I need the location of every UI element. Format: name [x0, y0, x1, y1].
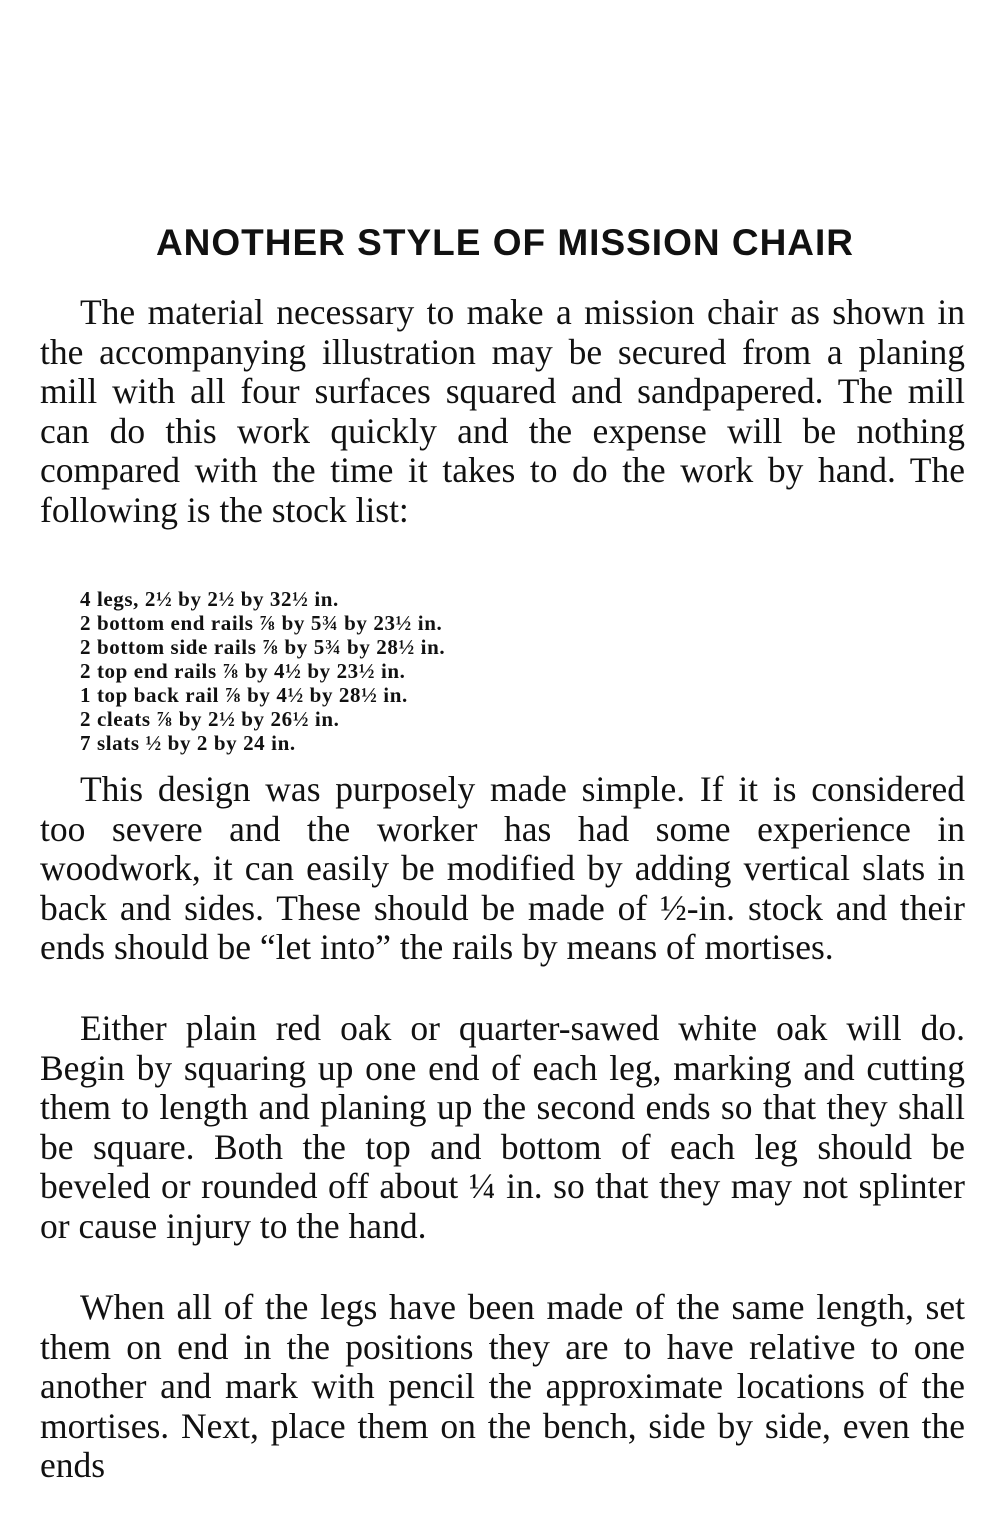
stock-list-item: 2 top end rails ⅞ by 4½ by 23½ in. [80, 659, 406, 683]
stock-list-item: 2 cleats ⅞ by 2½ by 26½ in. [80, 707, 340, 731]
stock-list [80, 587, 445, 755]
page-heading: ANOTHER STYLE OF MISSION CHAIR [155, 222, 855, 263]
paragraph-legs: When all of the legs have been made of the same length, set them on end in the positions they are to have relative to one another and mark with pencil the approximate locations of the mortises. Next, place them on the bench, side by side, even the ends [40, 1287, 965, 1485]
stock-list-item: 2 bottom end rails ⅞ by 5¾ by 23½ in. [80, 611, 443, 635]
stock-list-item: 1 top back rail ⅞ by 4½ by 28½ in. [80, 683, 408, 707]
paragraph-design: This design was purposely made simple. If it is considered too severe and the worker has had some experience in woodwork, it can easily be modified by adding vertical slats in back and sides. These should be made of ½-in. stock and their ends should be “let into” the rails by means of mortises. [40, 769, 965, 967]
paragraph-intro: The material necessary to make a mission chair as shown in the accompanying illustration may be secured from a planing mill with all four surfaces squared and sandpapered. The mill can do this work quickly and the expense will be nothing compared with the time it takes to do the work by hand. The following is the stock list: [40, 292, 965, 530]
stock-list-item: 7 slats ½ by 2 by 24 in. [80, 731, 296, 755]
paragraph-wood: Either plain red oak or quarter-sawed white oak will do. Begin by squaring up one end of each leg, marking and cutting them to length and planing up the second ends so that they shall be square. Both the top and bottom of each leg should be beveled or rounded off about ¼ in. so that they may not splinter or cause injury to the hand. [40, 1008, 965, 1246]
stock-list-item: 2 bottom side rails ⅞ by 5¾ by 28½ in. [80, 635, 446, 659]
stock-list-item: 4 legs, 2½ by 2½ by 32½ in. [80, 587, 339, 611]
